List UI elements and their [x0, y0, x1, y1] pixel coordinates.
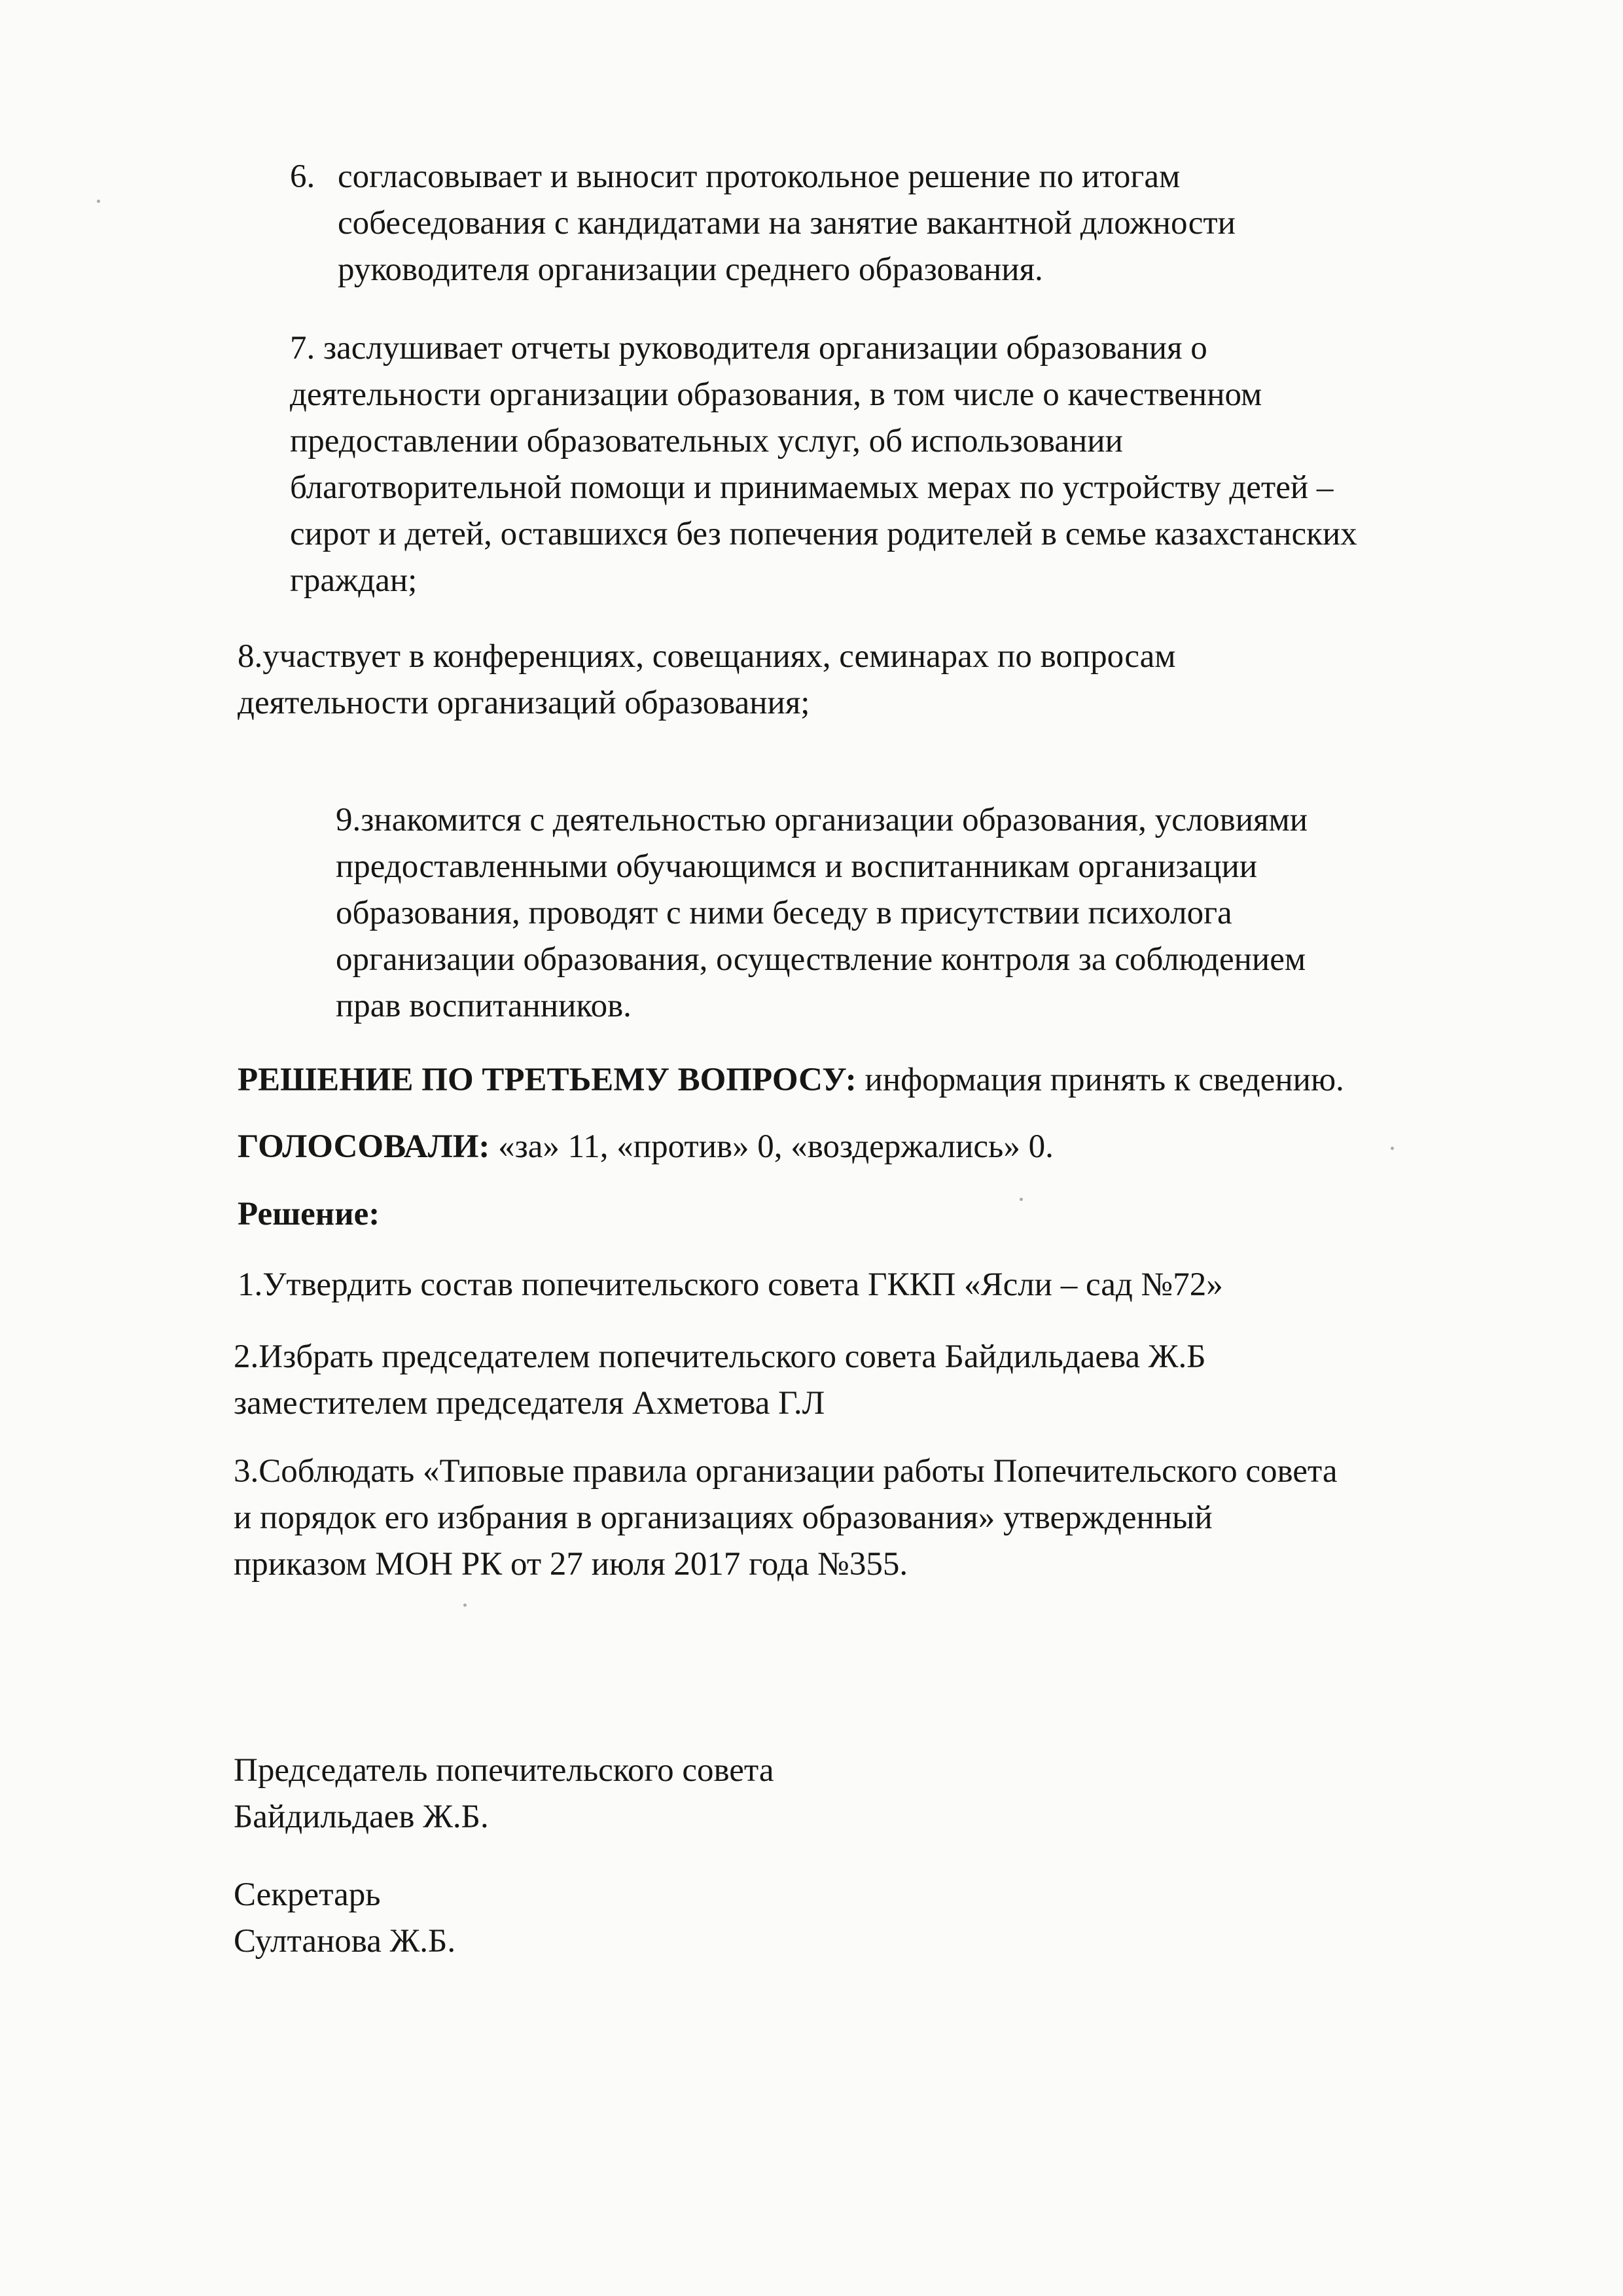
text-line: предоставлении образовательных услуг, об использовании: [290, 423, 1123, 459]
text-line: руководителя организации среднего образования.: [338, 251, 1043, 288]
decision-label: РЕШЕНИЕ ПО ТРЕТЬЕМУ ВОПРОСУ:: [238, 1062, 857, 1098]
secretary-signature: [234, 1872, 455, 1965]
signature-title: Секретарь: [234, 1876, 381, 1913]
text-line: 2.Избрать председателем попечительского совета Байдильдаева Ж.Б: [234, 1338, 1206, 1375]
text-line: образования, проводят с ними беседу в присутствии психолога: [336, 895, 1232, 931]
text-line: предоставленными обучающимся и воспитанникам организации: [336, 848, 1258, 885]
item-7-text: [290, 325, 1357, 604]
text-line: благотворительной помощи и принимаемых мерах по устройству детей –: [290, 469, 1334, 506]
vote-text: «за» 11, «против» 0, «воздержались» 0.: [490, 1128, 1054, 1165]
text-line: 9.знакомится с деятельностью организации образования, условиями: [336, 802, 1308, 838]
scan-speck: [97, 200, 100, 203]
text-line: 7. заслушивает отчеты руководителя организации образования о: [290, 330, 1207, 367]
signature-name: Байдильдаев Ж.Б.: [234, 1799, 489, 1835]
text-line: и порядок его избрания в организациях образования» утвержденный: [234, 1499, 1213, 1536]
decision-text: информация принять к сведению.: [856, 1062, 1344, 1098]
item-6-text: [338, 154, 1236, 293]
signature-title: Председатель попечительского совета: [234, 1752, 774, 1789]
text-line: 1.Утвердить состав попечительского совета ГККП «Ясли – сад №72»: [238, 1266, 1223, 1303]
text-line: сирот и детей, оставшихся без попечения родителей в семье казахстанских: [290, 516, 1357, 552]
text-line: прав воспитанников.: [336, 988, 632, 1024]
scan-speck: [1020, 1198, 1023, 1201]
vote-result: [238, 1124, 1054, 1170]
text-line: собеседования с кандидатами на занятие вакантной дложности: [338, 205, 1236, 242]
item-8-text: [238, 634, 1176, 726]
scan-speck: [1391, 1147, 1394, 1150]
text-line: 8.участвует в конференциях, совещаниях, семинарах по вопросам: [238, 638, 1176, 675]
chairman-signature: [234, 1748, 774, 1840]
resolution-heading: Решение:: [238, 1196, 380, 1232]
text-line: согласовывает и выносит протокольное решение по итогам: [338, 158, 1181, 195]
item-6-number: 6.: [290, 158, 315, 195]
text-line: деятельности организации образования, в том числе о качественном: [290, 376, 1262, 413]
text-line: граждан;: [290, 562, 418, 599]
text-line: организации образования, осуществление контроля за соблюдением: [336, 941, 1306, 978]
decision-third-question: [238, 1057, 1344, 1103]
text-line: деятельности организаций образования;: [238, 685, 810, 721]
resolution-point-2: [234, 1334, 1206, 1427]
vote-label: ГОЛОСОВАЛИ:: [238, 1128, 490, 1165]
text-line: заместителем председателя Ахметова Г.Л: [234, 1385, 825, 1422]
item-9-text: [336, 797, 1308, 1030]
resolution-point-3: [234, 1448, 1337, 1588]
text-line: приказом МОН РК от 27 июля 2017 года №355.: [234, 1546, 908, 1583]
text-line: 3.Соблюдать «Типовые правила организации работы Попечительского совета: [234, 1453, 1338, 1490]
resolution-point-1: [238, 1262, 1223, 1308]
signature-name: Султанова Ж.Б.: [234, 1923, 456, 1960]
scan-speck: [463, 1604, 467, 1607]
